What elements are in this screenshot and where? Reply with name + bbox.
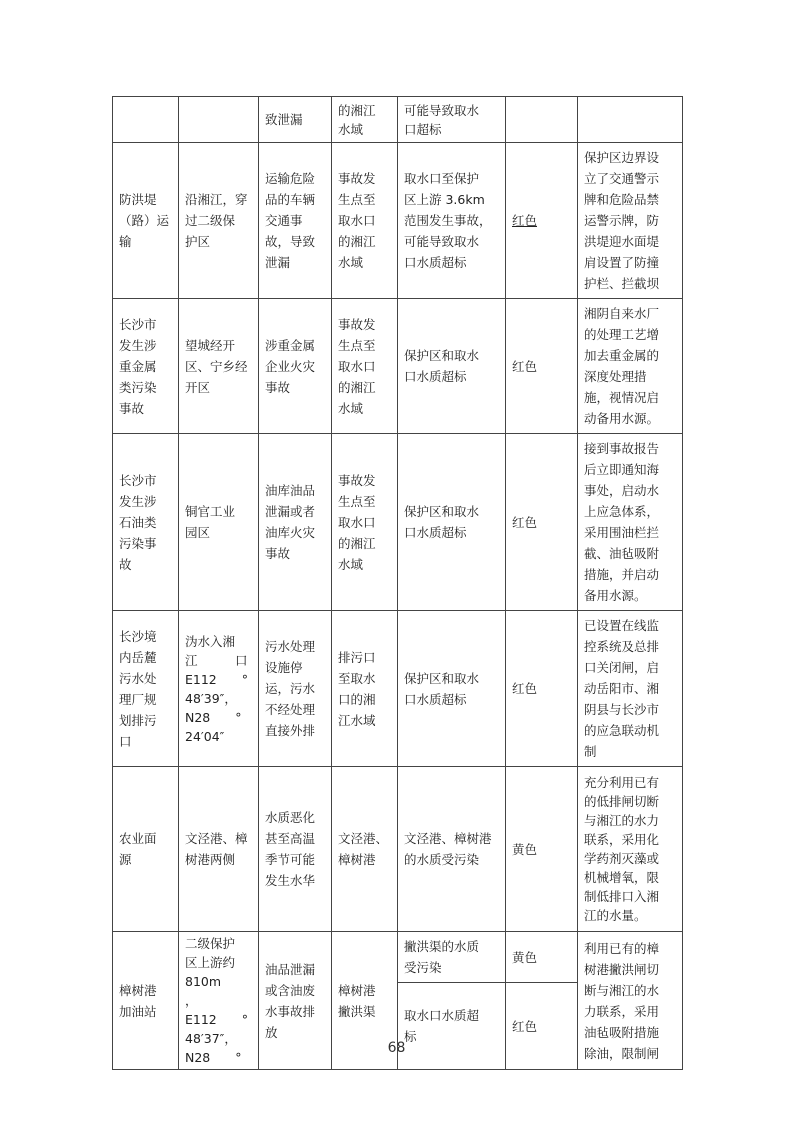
- cell-level: 黄色: [506, 767, 578, 932]
- cell-impact: 撇洪渠的水质 受污染: [398, 932, 506, 983]
- table-row: [113, 97, 683, 143]
- cell-location: 文泾港、樟 树港两侧: [179, 767, 259, 932]
- cell-measures: [578, 97, 683, 143]
- cell-source: 防洪堤 （路）运 输: [113, 143, 179, 299]
- level-label: 红色: [512, 213, 538, 228]
- cell-source: [113, 97, 179, 143]
- cell-affected-area: 事故发 生点至 取水口 的湘江 水域: [332, 299, 398, 434]
- cell-location: 沿湘江，穿 过二级保 护区: [179, 143, 259, 299]
- cell-impact: 取水口至保护 区上游 3.6km 范围发生事故， 可能导致取水 口水质超标: [398, 143, 506, 299]
- cell-level: [506, 143, 578, 299]
- table-row: [113, 611, 683, 767]
- table-row: [113, 299, 683, 434]
- cell-affected-area: 的湘江 水域: [332, 97, 398, 143]
- cell-source: 长沙市 发生涉 重金属 类污染 事故: [113, 299, 179, 434]
- cell-impact: 文泾港、樟树港 的水质受污染: [398, 767, 506, 932]
- cell-location: 沩水入湘 江 口 E112 ° 48′39″， N28 ° 24′04″: [179, 611, 259, 767]
- cell-impact: 可能导致取水 口超标: [398, 97, 506, 143]
- cell-impact: 保护区和取水 口水质超标: [398, 299, 506, 434]
- cell-affected-area: 事故发 生点至 取水口 的湘江 水域: [332, 143, 398, 299]
- table-row: [113, 767, 683, 932]
- cell-scenario: 油库油品 泄漏或者 油库火灾 事故: [259, 434, 332, 611]
- cell-scenario: 水质恶化 甚至高温 季节可能 发生水华: [259, 767, 332, 932]
- cell-measures: 保护区边界设 立了交通警示 牌和危险品禁 运警示牌，防 洪堤迎水面堤 肩设置了防撞 护栏、拦截坝: [578, 143, 683, 299]
- cell-location: 二级保护 区上游约 810m ， E112 ° 48′37″， N28 °: [179, 932, 259, 1070]
- page-number: 68: [387, 1040, 406, 1056]
- cell-level: 黄色: [506, 932, 578, 983]
- table-row: [113, 932, 683, 983]
- cell-level: [506, 97, 578, 143]
- cell-measures: 已设置在线监 控系统及总排 口关闭闸，启 动岳阳市、湘 阴县与长沙市 的应急联动机 制: [578, 611, 683, 767]
- cell-scenario: 致泄漏: [259, 97, 332, 143]
- cell-impact: 取水口水质超 标: [398, 983, 506, 1070]
- cell-source: 长沙市 发生涉 石油类 污染事 故: [113, 434, 179, 611]
- cell-level: 红色: [506, 434, 578, 611]
- cell-affected-area: 排污口 至取水 口的湘 江水域: [332, 611, 398, 767]
- cell-location: 望城经开 区、宁乡经 开区: [179, 299, 259, 434]
- cell-scenario: 污水处理 设施停 运，污水 不经处理 直接外排: [259, 611, 332, 767]
- cell-source: 长沙境 内岳麓 污水处 理厂规 划排污 口: [113, 611, 179, 767]
- cell-measures: 湘阴自来水厂 的处理工艺增 加去重金属的 深度处理措 施，视情况启 动备用水源。: [578, 299, 683, 434]
- cell-measures: 接到事故报告 后立即通知海 事处，启动水 上应急体系， 采用围油栏拦 截、油毡吸附 措施，并启动 备用水源。: [578, 434, 683, 611]
- cell-level: 红色: [506, 299, 578, 434]
- cell-location: [179, 97, 259, 143]
- cell-impact: 保护区和取水 口水质超标: [398, 611, 506, 767]
- table-row: [113, 143, 683, 299]
- cell-affected-area: 文泾港、 樟树港: [332, 767, 398, 932]
- cell-location: 铜官工业 园区: [179, 434, 259, 611]
- cell-source: 农业面 源: [113, 767, 179, 932]
- cell-source: 樟树港 加油站: [113, 932, 179, 1070]
- cell-scenario: 油品泄漏 或含油废 水事故排 放: [259, 932, 332, 1070]
- cell-affected-area: 事故发 生点至 取水口 的湘江 水域: [332, 434, 398, 611]
- cell-scenario: 运输危险 品的车辆 交通事 故，导致 泄漏: [259, 143, 332, 299]
- cell-affected-area: 樟树港 撇洪渠: [332, 932, 398, 1070]
- cell-scenario: 涉重金属 企业火灾 事故: [259, 299, 332, 434]
- cell-measures: 充分利用已有 的低排闸切断 与湘江的水力 联系，采用化 学药剂灭藻或 机械增氧，限 制低排口入湘 江的水量。: [578, 767, 683, 932]
- cell-impact: 保护区和取水 口水质超标: [398, 434, 506, 611]
- risk-table: [112, 96, 683, 1070]
- table-row: [113, 434, 683, 611]
- cell-measures: 利用已有的樟 树港撇洪闸切 断与湘江的水 力联系，采用 油毡吸附措施 除油，限制闸: [578, 932, 683, 1070]
- cell-level: 红色: [506, 983, 578, 1070]
- cell-level: 红色: [506, 611, 578, 767]
